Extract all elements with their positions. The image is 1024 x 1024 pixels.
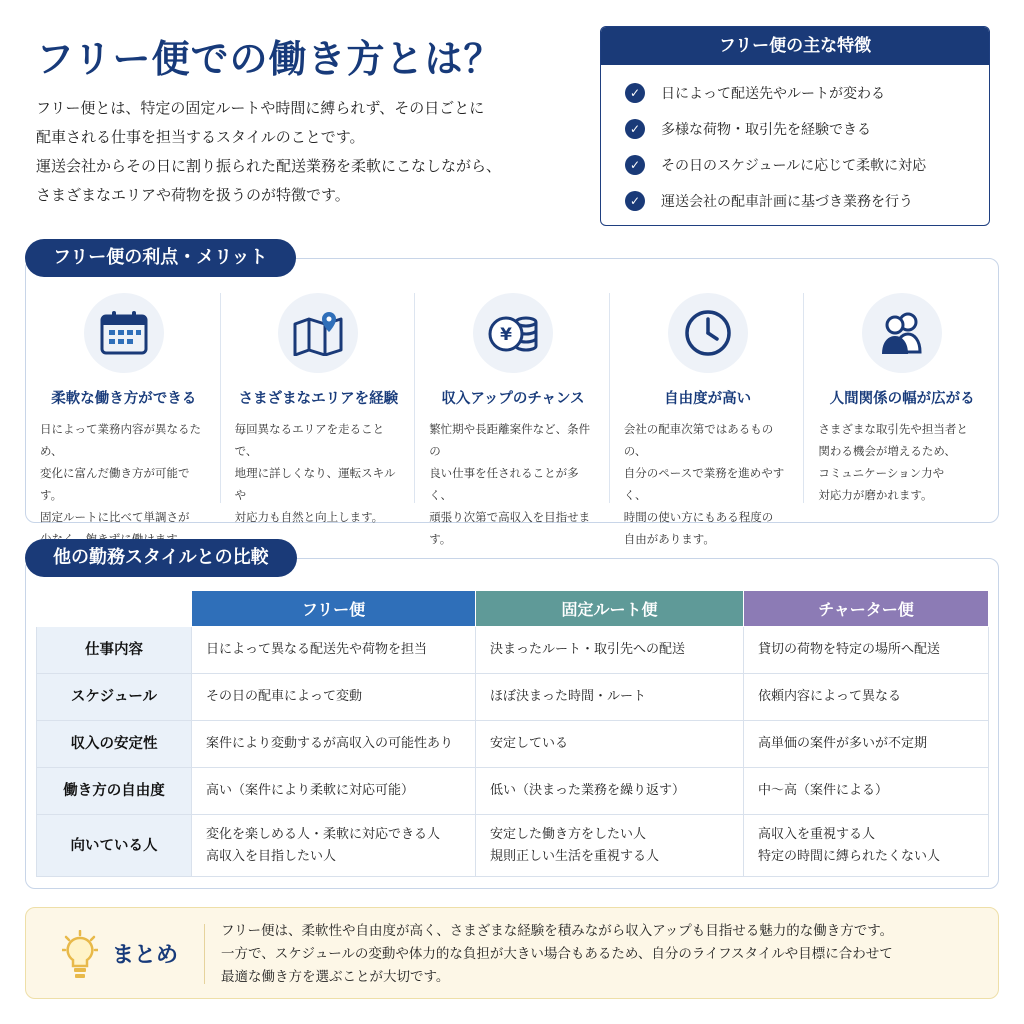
table-cell: 案件により変動するが高収入の可能性あり	[192, 721, 476, 768]
merit-title: 収入アップのチャンス	[441, 391, 585, 407]
merit-desc: 会社の配車次第ではあるものの、 自分のペースで業務を進めやすく、 時間の使い方にもある程度の 自由があります。	[623, 422, 785, 546]
table-cell: 高い（案件により柔軟に対応可能）	[192, 768, 476, 815]
feature-item	[625, 111, 989, 147]
merit-card	[221, 293, 416, 524]
table-cell: 中〜高（案件による）	[744, 768, 989, 815]
table-row	[37, 674, 989, 721]
features-box	[600, 26, 990, 226]
row-header: 働き方の自由度	[37, 768, 192, 815]
check-icon: ✓	[625, 83, 645, 103]
table-cell: 貸切の荷物を特定の場所へ配送	[744, 627, 989, 674]
merit-title: 人間関係の幅が広がる	[829, 391, 975, 407]
table-cell: 安定した働き方をしたい人 規則正しい生活を重視する人	[476, 815, 744, 877]
merits-list	[26, 293, 998, 546]
merit-desc: 繁忙期や長距離案件など、条件の 良い仕事を任されることが多く、 頑張り次第で高収入を目指せます。	[429, 422, 591, 546]
merit-card	[804, 293, 998, 503]
clock-icon	[668, 293, 748, 373]
people-icon	[862, 293, 942, 373]
page-title: フリー便での働き方とは？	[36, 37, 503, 81]
summary-divider	[204, 924, 205, 984]
row-header: 向いている人	[37, 815, 192, 877]
merit-card	[610, 293, 805, 546]
merit-card	[415, 293, 610, 546]
table-cell: 安定している	[476, 721, 744, 768]
merit-title: 柔軟な働き方ができる	[51, 391, 197, 407]
check-icon: ✓	[625, 119, 645, 139]
merit-card	[26, 293, 221, 524]
feature-item	[625, 147, 989, 183]
table-header-row	[37, 591, 989, 627]
intro-line: フリー便とは、特定の固定ルートや時間に縛られず、その日ごとに	[36, 99, 485, 117]
table-row	[37, 768, 989, 815]
merit-title: さまざまなエリアを経験	[238, 391, 399, 407]
features-heading: フリー便の主な特徴	[601, 27, 989, 65]
table-cell: ほぼ決まった時間・ルート	[476, 674, 744, 721]
feature-label: 多様な荷物・取引先を経験できる	[661, 122, 871, 138]
intro-text	[36, 94, 576, 210]
table-row	[37, 627, 989, 674]
column-header: フリー便	[192, 591, 476, 627]
table-cell: 依頼内容によって異なる	[744, 674, 989, 721]
merit-desc: さまざまな取引先や担当者と 関わる機会が増えるため、 コミュニケーション力や 対応力が磨かれます。	[818, 422, 968, 502]
merits-panel	[25, 258, 999, 546]
column-header: チャーター便	[744, 591, 989, 627]
table-cell: 高収入を重視する人 特定の時間に縛られたくない人	[744, 815, 989, 877]
merit-title: 自由度が高い	[664, 391, 752, 407]
row-header: スケジュール	[37, 674, 192, 721]
table-cell: 日によって異なる配送先や荷物を担当	[192, 627, 476, 674]
table-row	[37, 815, 989, 877]
table-corner	[37, 591, 192, 627]
compare-heading: 他の勤務スタイルとの比較	[25, 539, 297, 577]
row-header: 仕事内容	[37, 627, 192, 674]
intro-line: さまざまなエリアや荷物を扱うのが特徴です。	[36, 186, 350, 204]
feature-item	[625, 183, 989, 219]
lightbulb-icon	[62, 930, 98, 984]
table-cell: 低い（決まった業務を繰り返す）	[476, 768, 744, 815]
map-icon	[278, 293, 358, 373]
summary-box	[25, 907, 999, 999]
table-cell: 変化を楽しめる人・柔軟に対応できる人 高収入を目指したい人	[192, 815, 476, 877]
table-cell: その日の配車によって変動	[192, 674, 476, 721]
summary-text: フリー便は、柔軟性や自由度が高く、さまざまな経験を積みながら収入アップも目指せる魅力的な働き方です。 一方で、スケジュールの変動や体力的な負担が大きい場合もあるため、自分のライフスタイルや目標に合わせて 最適な働き方を選ぶことが大切です。	[221, 923, 894, 985]
merit-desc: 毎回異なるエリアを走ることで、 地理に詳しくなり、運転スキルや 対応力も自然と向上します。	[234, 422, 396, 524]
table-cell: 高単価の案件が多いが不定期	[744, 721, 989, 768]
check-icon: ✓	[625, 191, 645, 211]
table-cell: 決まったルート・取引先への配送	[476, 627, 744, 674]
row-header: 収入の安定性	[37, 721, 192, 768]
svg-text:¥: ¥	[500, 325, 512, 345]
summary-title: まとめ	[112, 943, 179, 968]
column-header: 固定ルート便	[476, 591, 744, 627]
feature-label: その日のスケジュールに応じて柔軟に対応	[661, 158, 927, 174]
features-list	[601, 65, 989, 219]
check-icon: ✓	[625, 155, 645, 175]
table-row	[37, 721, 989, 768]
yen-coins-icon	[473, 293, 553, 373]
feature-item	[625, 75, 989, 111]
comparison-table	[36, 590, 989, 877]
intro-line: 配車される仕事を担当するスタイルのことです。	[36, 128, 365, 146]
intro-line: 運送会社からその日に割り振られた配送業務を柔軟にこなしながら、	[36, 157, 502, 175]
feature-label: 運送会社の配車計画に基づき業務を行う	[661, 194, 913, 210]
feature-label: 日によって配送先やルートが変わる	[661, 86, 885, 102]
merits-heading: フリー便の利点・メリット	[25, 239, 296, 277]
merit-desc: 日によって業務内容が異なるため、 変化に富んだ働き方が可能です。 固定ルートに比べて単調さが	[40, 422, 201, 524]
calendar-icon	[84, 293, 164, 373]
